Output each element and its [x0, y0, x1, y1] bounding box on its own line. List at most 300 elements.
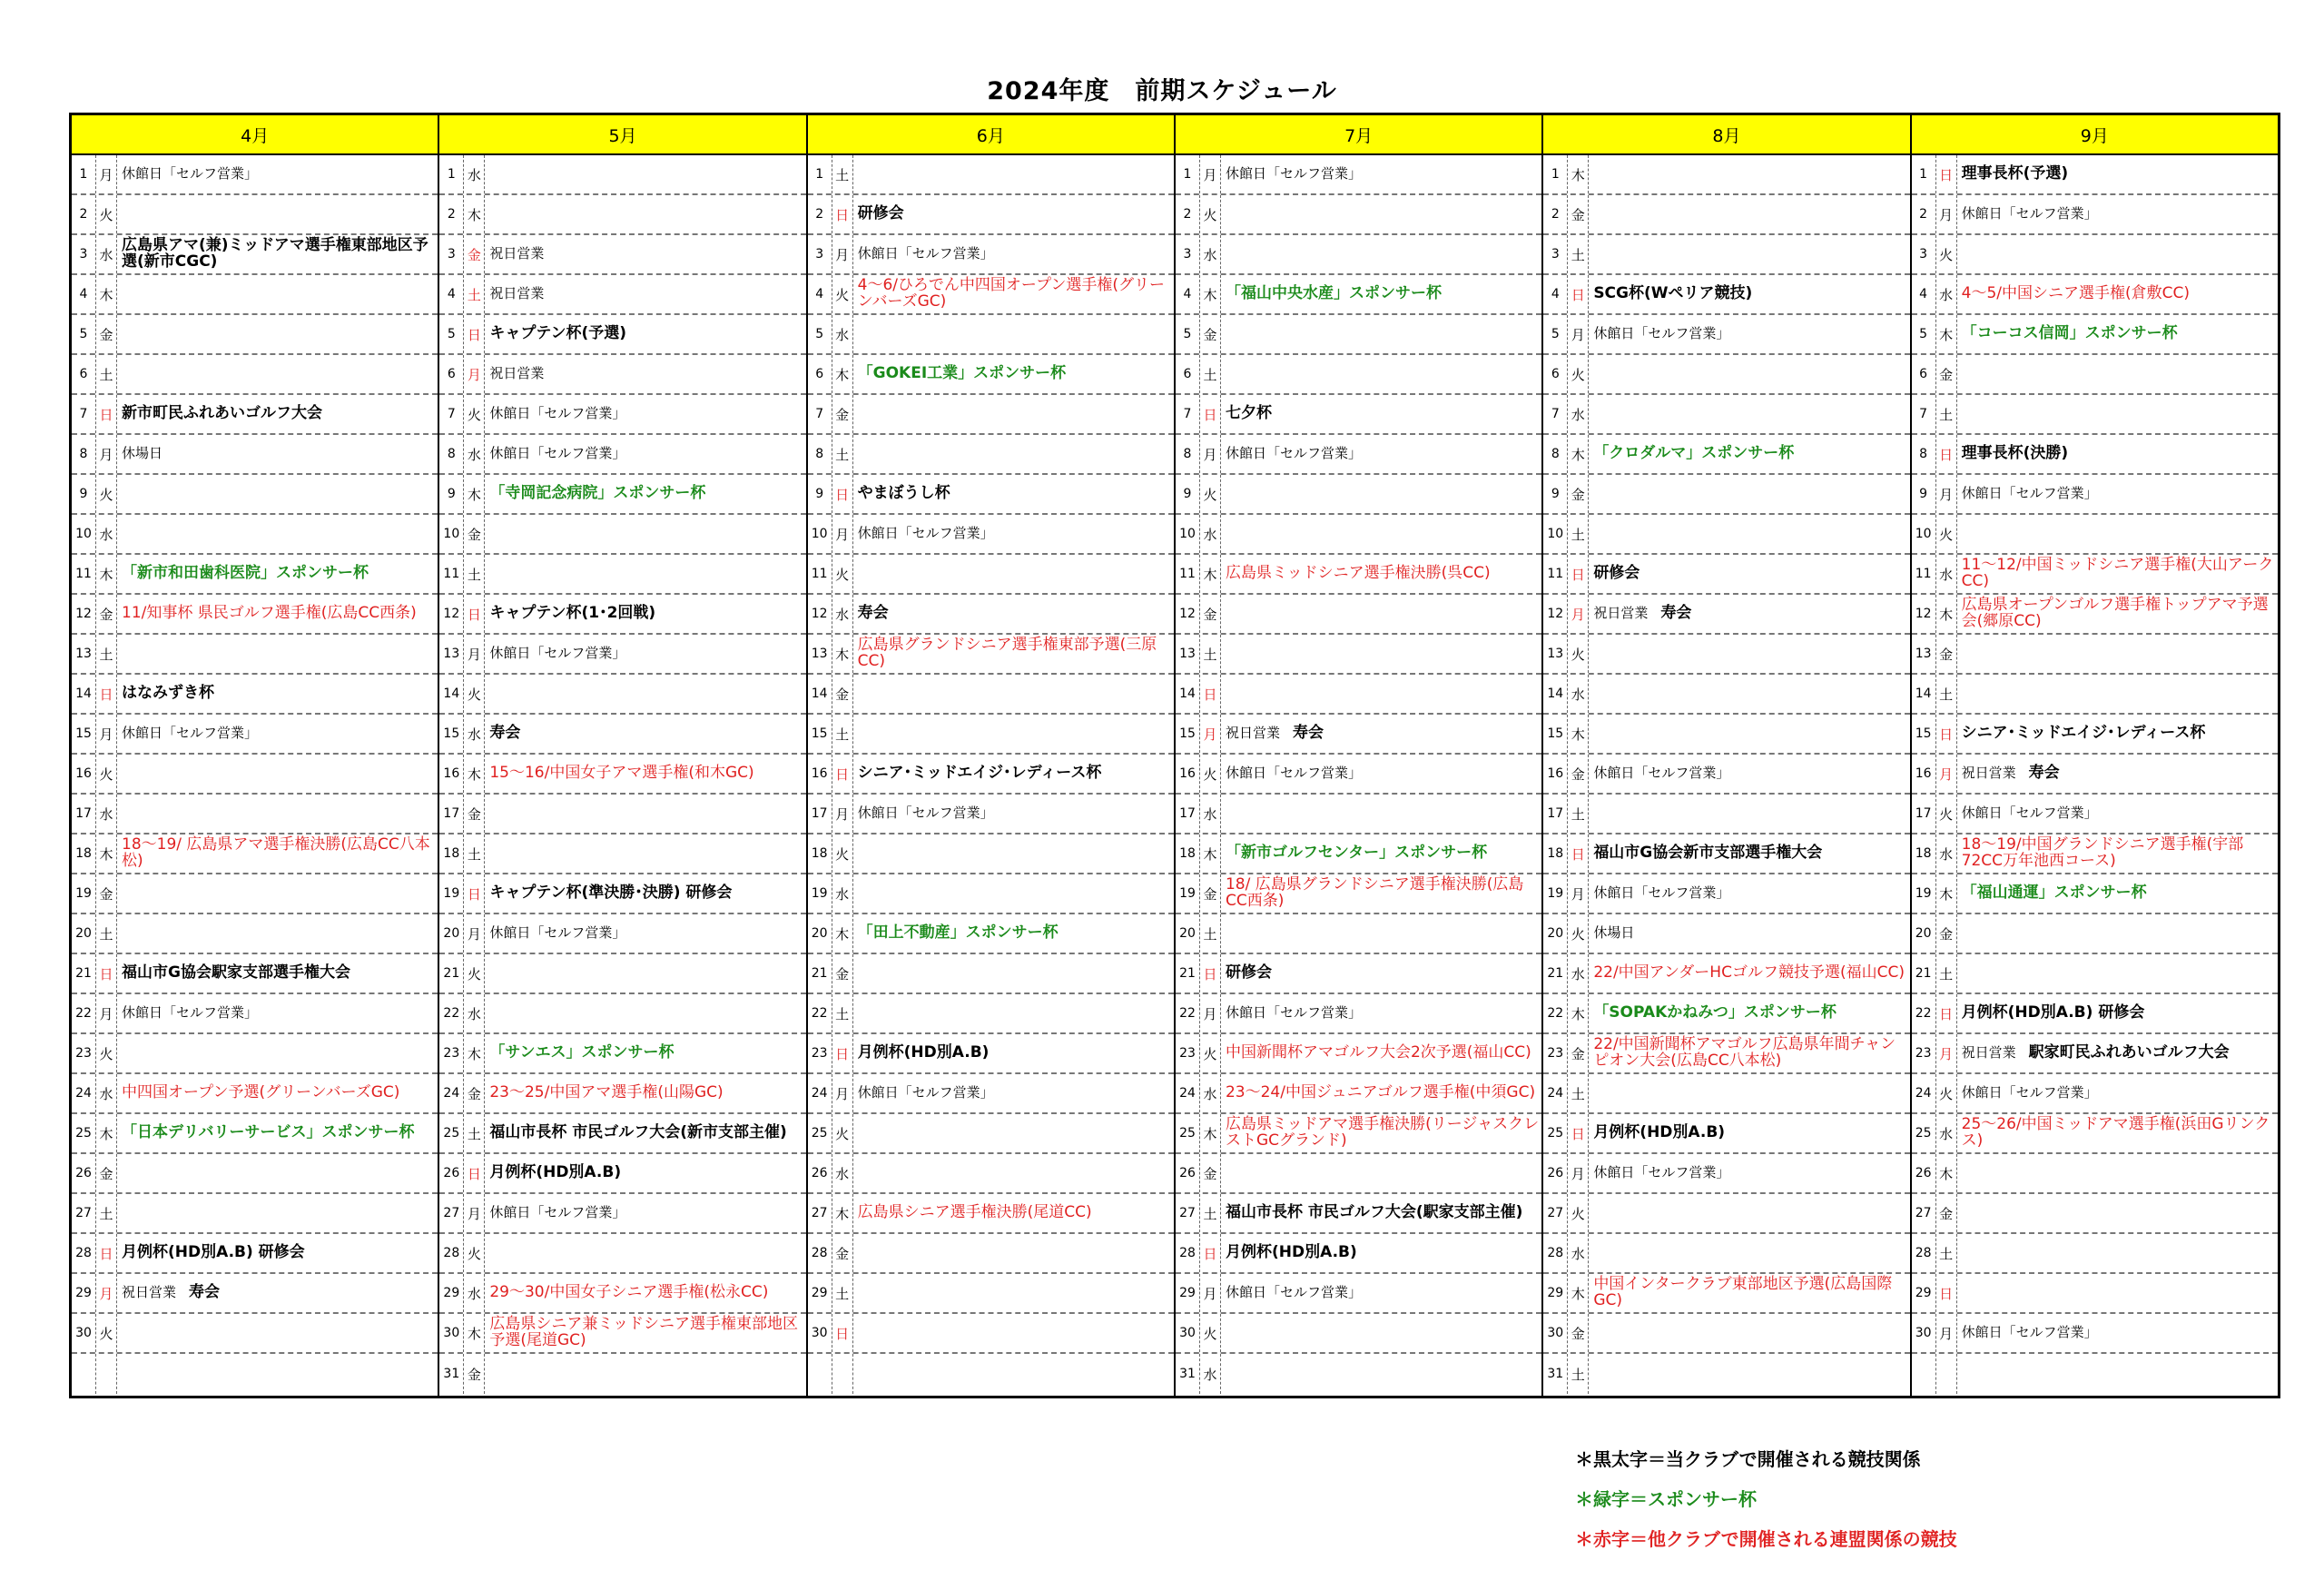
event-cell: [1957, 1314, 2278, 1352]
day-row: [439, 1194, 805, 1234]
event-cell: [485, 994, 805, 1032]
day-row: [1912, 475, 2278, 515]
event-title: 15～16/中国女子アマ選手権(和木GC): [489, 764, 754, 783]
day-row: [72, 1074, 438, 1114]
month-column: [1912, 115, 2278, 1396]
event-cell: [1589, 1274, 1909, 1312]
day-row: [808, 635, 1174, 675]
day-number: 29: [808, 1274, 832, 1312]
day-row: [439, 395, 805, 435]
event-cell: [117, 395, 438, 433]
event-title: 11～12/中国ミッドシニア選手権(大山アークCC): [1961, 556, 2274, 590]
day-row: [1176, 1274, 1541, 1314]
event-cell: [1589, 195, 1909, 233]
weekday: 金: [1200, 1154, 1221, 1192]
event-cell: [117, 475, 438, 513]
weekday: 金: [1936, 914, 1957, 953]
month-header: 8月: [1543, 115, 1909, 155]
day-row: [72, 355, 438, 395]
day-number: 4: [439, 275, 464, 313]
event-cell: [1221, 1234, 1541, 1272]
weekday: 木: [1200, 275, 1221, 313]
day-number: 27: [1543, 1194, 1568, 1232]
day-number: 23: [808, 1034, 832, 1072]
weekday: 火: [1568, 914, 1589, 953]
day-row: [808, 1194, 1174, 1234]
day-number: 13: [808, 635, 832, 673]
event-cell: [117, 555, 438, 593]
day-row: [439, 994, 805, 1034]
day-number: 5: [1543, 315, 1568, 353]
day-number: 7: [1176, 395, 1200, 433]
day-number: 11: [1543, 555, 1568, 593]
day-number: 18: [1912, 835, 1936, 873]
weekday: 水: [1200, 795, 1221, 833]
weekday: 月: [832, 1074, 853, 1112]
event-cell: [1589, 795, 1909, 833]
weekday: 火: [1200, 1034, 1221, 1072]
event-cell: [1221, 515, 1541, 553]
day-number: 8: [808, 435, 832, 473]
weekday: 土: [96, 635, 117, 673]
event-title: 「SOPAKかねみつ」スポンサー杯: [1593, 1003, 1837, 1022]
day-row: [1912, 1274, 2278, 1314]
status-note: 休館日「セルフ営業」: [1225, 765, 1362, 782]
weekday: 土: [96, 1194, 117, 1232]
day-row: [808, 1234, 1174, 1274]
day-row: [808, 195, 1174, 235]
event-cell: [485, 475, 805, 513]
day-number: 2: [1176, 195, 1200, 233]
day-row: [808, 1074, 1174, 1114]
weekday: 木: [1200, 835, 1221, 873]
weekday: 土: [1568, 1354, 1589, 1394]
day-number: 19: [439, 874, 464, 913]
day-row: [1543, 275, 1909, 315]
weekday: 日: [1568, 1114, 1589, 1152]
event-cell: [1221, 475, 1541, 513]
day-row: [1543, 395, 1909, 435]
day-number: 16: [1176, 755, 1200, 793]
status-note: 休館日「セルフ営業」: [857, 1084, 994, 1101]
status-note: 休館日「セルフ営業」: [489, 645, 626, 662]
day-number: 31: [1176, 1354, 1200, 1394]
event-cell: [117, 1034, 438, 1072]
event-cell: [1221, 595, 1541, 633]
event-title: 新市町民ふれあいゴルフ大会: [122, 404, 322, 423]
event-cell: [485, 1234, 805, 1272]
day-number: 13: [1543, 635, 1568, 673]
event-cell: [1957, 874, 2278, 913]
day-number: 10: [1543, 515, 1568, 553]
weekday: 月: [1568, 1154, 1589, 1192]
day-row: [1543, 315, 1909, 355]
day-number: 10: [808, 515, 832, 553]
day-row: [808, 435, 1174, 475]
weekday: 木: [1936, 315, 1957, 353]
weekday: 日: [1936, 994, 1957, 1032]
event-cell: [1589, 1114, 1909, 1152]
day-row: [72, 1114, 438, 1154]
day-row: [72, 635, 438, 675]
day-number: 20: [439, 914, 464, 953]
event-cell: [1957, 155, 2278, 193]
weekday: 月: [1568, 315, 1589, 353]
weekday: 火: [832, 275, 853, 313]
event-cell: [1221, 635, 1541, 673]
event-cell: [1957, 635, 2278, 673]
day-number: 7: [1912, 395, 1936, 433]
day-number: 14: [1543, 675, 1568, 713]
weekday: 金: [1200, 595, 1221, 633]
event-cell: [1589, 914, 1909, 953]
day-row: [439, 1074, 805, 1114]
event-cell: [485, 1314, 805, 1352]
weekday: 土: [1936, 675, 1957, 713]
event-cell: [1589, 235, 1909, 273]
event-cell: [1221, 1074, 1541, 1112]
day-row: [1543, 994, 1909, 1034]
weekday: 金: [1200, 315, 1221, 353]
day-row: [72, 1274, 438, 1314]
event-cell: [1957, 994, 2278, 1032]
weekday: 日: [832, 1314, 853, 1352]
event-cell: [1221, 1194, 1541, 1232]
day-row: [1176, 275, 1541, 315]
event-cell: [1589, 395, 1909, 433]
weekday: 月: [832, 515, 853, 553]
day-number: 30: [1543, 1314, 1568, 1352]
event-cell: [1957, 715, 2278, 753]
event-title: 25～26/中国ミッドアマ選手権(浜田Gリンクス): [1961, 1115, 2270, 1150]
day-row: [1912, 195, 2278, 235]
day-number: 7: [439, 395, 464, 433]
event-cell: [853, 315, 1174, 353]
day-number: 5: [72, 315, 96, 353]
day-number: 12: [72, 595, 96, 633]
day-row: [1176, 1354, 1541, 1394]
day-number: 18: [1543, 835, 1568, 873]
event-title: 月例杯(HD別A.B): [1593, 1123, 1726, 1142]
status-note: 休館日「セルフ営業」: [857, 805, 994, 822]
event-cell: [853, 155, 1174, 193]
day-row: [808, 595, 1174, 635]
weekday: 金: [1568, 1314, 1589, 1352]
day-row: [72, 954, 438, 994]
weekday: 木: [1568, 715, 1589, 753]
day-row: [1912, 435, 2278, 475]
event-cell: [853, 1034, 1174, 1072]
day-row: [1543, 1274, 1909, 1314]
weekday: 土: [1936, 1234, 1957, 1272]
weekday: 火: [832, 835, 853, 873]
weekday: 金: [1568, 755, 1589, 793]
event-cell: [117, 235, 438, 273]
day-number: 19: [72, 874, 96, 913]
weekday: [1936, 1354, 1957, 1394]
status-note: 休館日「セルフ営業」: [1225, 1004, 1362, 1022]
weekday: 日: [1200, 1234, 1221, 1272]
event-cell: [1589, 435, 1909, 473]
event-cell: [117, 994, 438, 1032]
day-number: 8: [1176, 435, 1200, 473]
day-row: [1543, 1074, 1909, 1114]
event-title: キャプテン杯(1･2回戦): [489, 604, 656, 623]
weekday: 水: [832, 874, 853, 913]
day-number: [808, 1354, 832, 1394]
event-title: 月例杯(HD別A.B): [857, 1043, 990, 1062]
day-number: 6: [1543, 355, 1568, 393]
day-number: 12: [1543, 595, 1568, 633]
day-number: 11: [1912, 555, 1936, 593]
weekday: 金: [832, 675, 853, 713]
day-number: 18: [808, 835, 832, 873]
weekday: 金: [464, 235, 485, 273]
weekday: 土: [464, 835, 485, 873]
day-row: [439, 954, 805, 994]
day-row: [1176, 1034, 1541, 1074]
weekday: 木: [464, 195, 485, 233]
day-row: [439, 1234, 805, 1274]
day-number: 28: [72, 1234, 96, 1272]
event-title: 寿会: [2028, 764, 2060, 783]
weekday: 木: [1200, 555, 1221, 593]
weekday: 水: [1568, 395, 1589, 433]
day-row: [1176, 1234, 1541, 1274]
event-cell: [853, 555, 1174, 593]
day-row: [808, 1114, 1174, 1154]
event-cell: [1589, 595, 1909, 633]
day-number: 6: [808, 355, 832, 393]
day-row: [72, 755, 438, 795]
day-number: 13: [1912, 635, 1936, 673]
event-title: 月例杯(HD別A.B): [489, 1163, 622, 1182]
weekday: [96, 1354, 117, 1394]
day-row: [1543, 835, 1909, 874]
day-number: 22: [1912, 994, 1936, 1032]
day-number: 22: [72, 994, 96, 1032]
day-number: 12: [439, 595, 464, 633]
status-note: 休館日「セルフ営業」: [1225, 165, 1362, 183]
event-title: 「福山中央水産」スポンサー杯: [1225, 284, 1442, 303]
event-cell: [117, 1194, 438, 1232]
weekday: 木: [832, 914, 853, 953]
event-cell: [1957, 235, 2278, 273]
event-title: 「コーコス信岡」スポンサー杯: [1961, 324, 2178, 343]
day-number: 16: [72, 755, 96, 793]
event-cell: [1589, 675, 1909, 713]
day-number: 1: [1176, 155, 1200, 193]
event-cell: [1589, 355, 1909, 393]
weekday: 火: [1200, 1314, 1221, 1352]
day-row: [72, 795, 438, 835]
weekday: 土: [1568, 795, 1589, 833]
day-number: 3: [1543, 235, 1568, 273]
day-number: 11: [439, 555, 464, 593]
event-title: 研修会: [1593, 564, 1640, 583]
day-row: [1912, 355, 2278, 395]
day-row: [1912, 994, 2278, 1034]
day-number: 19: [1912, 874, 1936, 913]
weekday: 月: [464, 914, 485, 953]
day-row: [1176, 715, 1541, 755]
day-row: [1912, 1234, 2278, 1274]
day-row: [72, 1234, 438, 1274]
day-row: [1543, 435, 1909, 475]
event-title: 七夕杯: [1225, 404, 1272, 423]
day-row: [808, 355, 1174, 395]
event-title: シニア･ミッドエイジ･レディース杯: [857, 764, 1102, 783]
event-cell: [853, 1274, 1174, 1312]
event-title: 広島県ミッドシニア選手権決勝(呉CC): [1225, 564, 1491, 583]
day-number: 6: [1176, 355, 1200, 393]
event-cell: [1221, 275, 1541, 313]
weekday: 火: [1568, 635, 1589, 673]
day-row: [72, 515, 438, 555]
day-row: [72, 555, 438, 595]
day-number: 8: [1543, 435, 1568, 473]
weekday: 水: [464, 715, 485, 753]
weekday: 金: [1568, 1034, 1589, 1072]
day-row: [1543, 635, 1909, 675]
event-cell: [1589, 715, 1909, 753]
day-number: 18: [1176, 835, 1200, 873]
weekday: 土: [1200, 635, 1221, 673]
day-number: 4: [1543, 275, 1568, 313]
event-cell: [117, 1354, 438, 1394]
event-cell: [1589, 994, 1909, 1032]
event-cell: [1957, 315, 2278, 353]
weekday: 土: [96, 914, 117, 953]
event-cell: [1221, 395, 1541, 433]
status-note: 休館日「セルフ営業」: [489, 1204, 626, 1221]
event-cell: [853, 635, 1174, 673]
day-row: [1912, 755, 2278, 795]
status-note: 祝日営業: [489, 285, 545, 302]
event-cell: [1221, 435, 1541, 473]
day-row: [1912, 315, 2278, 355]
day-number: 13: [439, 635, 464, 673]
day-number: 21: [1176, 954, 1200, 993]
status-note: 休館日「セルフ営業」: [489, 445, 626, 462]
weekday: 金: [96, 1154, 117, 1192]
status-note: 祝日営業: [1225, 725, 1280, 742]
day-row: [1912, 715, 2278, 755]
event-title: 4～5/中国シニア選手権(倉敷CC): [1961, 284, 2191, 303]
day-number: 1: [1543, 155, 1568, 193]
day-number: 30: [72, 1314, 96, 1352]
day-row: [1912, 1114, 2278, 1154]
event-cell: [853, 1194, 1174, 1232]
day-number: 19: [1176, 874, 1200, 913]
weekday: 金: [1936, 635, 1957, 673]
event-cell: [117, 914, 438, 953]
weekday: 日: [464, 874, 485, 913]
status-note: 祝日営業: [489, 245, 545, 262]
day-row: [1543, 1154, 1909, 1194]
day-number: 14: [1912, 675, 1936, 713]
month-column: [72, 115, 439, 1396]
weekday: 土: [832, 994, 853, 1032]
weekday: 月: [1936, 475, 1957, 513]
weekday: 水: [464, 994, 485, 1032]
weekday: 月: [464, 1194, 485, 1232]
event-cell: [117, 195, 438, 233]
day-row: [1543, 555, 1909, 595]
day-row: [808, 555, 1174, 595]
day-number: 17: [1912, 795, 1936, 833]
event-cell: [853, 755, 1174, 793]
weekday: 土: [832, 715, 853, 753]
day-number: 4: [72, 275, 96, 313]
event-cell: [1221, 1154, 1541, 1192]
day-number: 19: [1543, 874, 1568, 913]
weekday: 水: [464, 1274, 485, 1312]
day-row: [808, 155, 1174, 195]
day-number: 26: [439, 1154, 464, 1192]
day-number: 16: [439, 755, 464, 793]
event-title: 「田上不動産」スポンサー杯: [857, 923, 1059, 943]
day-row: [1912, 1154, 2278, 1194]
day-number: 19: [808, 874, 832, 913]
day-number: 23: [1543, 1034, 1568, 1072]
day-row: [1176, 1114, 1541, 1154]
event-cell: [117, 595, 438, 633]
event-cell: [1957, 595, 2278, 633]
event-title: 広島県シニア選手権決勝(尾道CC): [857, 1203, 1092, 1222]
event-cell: [485, 1034, 805, 1072]
status-note: 休館日「セルフ営業」: [1593, 765, 1730, 782]
day-number: 16: [808, 755, 832, 793]
day-number: 28: [439, 1234, 464, 1272]
status-note: 休場日: [122, 445, 163, 462]
event-cell: [485, 235, 805, 273]
event-title: 中国インタークラブ東部地区予選(広島国際GC): [1593, 1275, 1893, 1309]
day-number: 11: [72, 555, 96, 593]
weekday: 水: [464, 155, 485, 193]
event-cell: [853, 435, 1174, 473]
day-number: 4: [1912, 275, 1936, 313]
weekday: 火: [96, 475, 117, 513]
weekday: 木: [1568, 994, 1589, 1032]
day-row: [1912, 395, 2278, 435]
weekday: 火: [1936, 235, 1957, 273]
weekday: 金: [1200, 874, 1221, 913]
event-cell: [1957, 555, 2278, 593]
day-number: 22: [439, 994, 464, 1032]
weekday: 日: [96, 954, 117, 993]
event-cell: [1957, 355, 2278, 393]
event-cell: [1957, 1234, 2278, 1272]
day-number: 7: [72, 395, 96, 433]
event-cell: [117, 275, 438, 313]
day-row: [1543, 1194, 1909, 1234]
day-number: 28: [1176, 1234, 1200, 1272]
event-title: 駅家町民ふれあいゴルフ大会: [2028, 1043, 2230, 1062]
day-row: [72, 395, 438, 435]
status-note: 休館日「セルフ営業」: [122, 1004, 259, 1022]
month-header: 9月: [1912, 115, 2278, 155]
status-note: 休館日「セルフ営業」: [489, 405, 626, 422]
day-row: [1176, 1074, 1541, 1114]
day-row: [1543, 475, 1909, 515]
weekday: 日: [1200, 954, 1221, 993]
day-number: [1912, 1354, 1936, 1394]
day-row: [72, 715, 438, 755]
day-row: [439, 755, 805, 795]
day-row: [808, 755, 1174, 795]
weekday: 木: [464, 1034, 485, 1072]
